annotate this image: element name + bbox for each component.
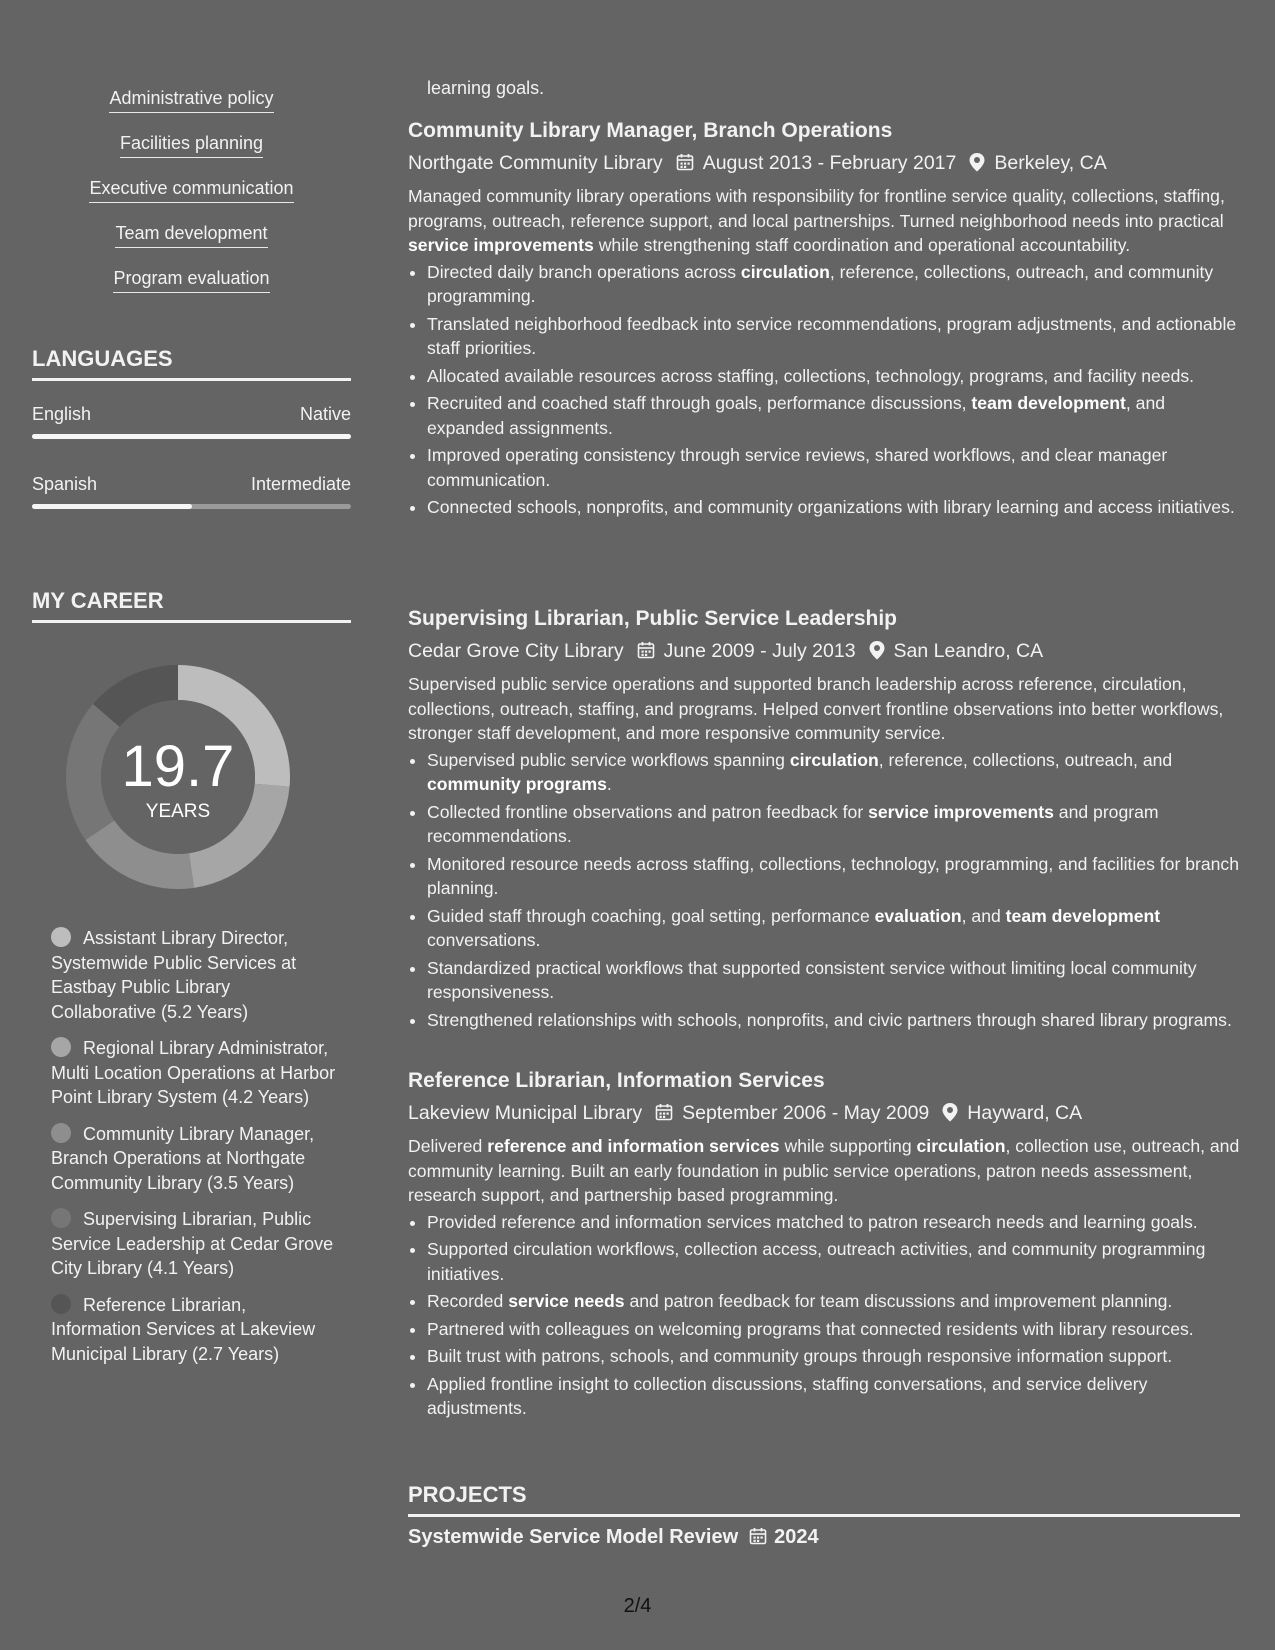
emphasis: circulation bbox=[740, 261, 830, 282]
emphasis: service improvements bbox=[408, 235, 594, 255]
job-location: Berkeley, CA bbox=[994, 152, 1107, 174]
language-row bbox=[32, 404, 351, 425]
bullet-item: • Directed daily branch operations across circulation, reference, collections, outreach, and community programming. bbox=[427, 260, 1240, 309]
skill-item bbox=[32, 131, 351, 176]
skills-list bbox=[32, 86, 351, 311]
emphasis: community programs bbox=[427, 774, 607, 794]
career-heading: MY CAREER bbox=[32, 588, 351, 623]
bullet-item: • Recorded service needs and patron feedback for team discussions and improvement planning. bbox=[427, 1289, 1240, 1314]
career-legend-item bbox=[51, 926, 336, 1024]
calendar-icon bbox=[675, 152, 695, 172]
language-level-fill bbox=[32, 434, 351, 439]
career-legend-label: Community Library Manager, Branch Operations at Northgate Community Library (3.5 Years) bbox=[51, 1123, 315, 1193]
legend-dot-icon bbox=[51, 927, 71, 947]
location-pin-icon bbox=[868, 640, 886, 660]
job-organization: Cedar Grove City Library bbox=[408, 640, 624, 662]
language-name: English bbox=[32, 404, 92, 424]
location-pin-icon bbox=[941, 1102, 959, 1122]
emphasis: circulation bbox=[916, 1136, 1006, 1156]
emphasis: circulation bbox=[789, 749, 879, 770]
job-entry bbox=[408, 117, 1240, 523]
emphasis: reference and information services bbox=[487, 1136, 780, 1156]
career-legend-item bbox=[51, 1207, 336, 1281]
job-title: Reference Librarian, Information Services bbox=[408, 1069, 825, 1092]
career-legend-item bbox=[51, 1122, 336, 1196]
emphasis: evaluation bbox=[874, 905, 962, 926]
career-legend-label: Supervising Librarian, Public Service Leadership at Cedar Grove City Library (4.1 Years) bbox=[51, 1209, 334, 1278]
language-level-bar bbox=[32, 504, 351, 509]
job-summary: Delivered reference and information services while supporting circulation, collection use, outreach, and community learning. Built an early foundation in public service operations, patron needs assessment, research support, and partnership based programming. bbox=[408, 1136, 1240, 1205]
emphasis: service needs bbox=[508, 1291, 625, 1311]
job-meta bbox=[408, 148, 1240, 178]
skill-tag: Facilities planning bbox=[120, 131, 263, 158]
calendar-icon bbox=[654, 1102, 674, 1122]
calendar-icon bbox=[636, 640, 656, 660]
career-legend-item bbox=[51, 1036, 336, 1110]
bullet-item: • Monitored resource needs across staffing, collections, technology, programming, and facilities for branch planning. bbox=[427, 852, 1240, 901]
bullet-item: • Improved operating consistency through service reviews, shared workflows, and clear manager communication. bbox=[427, 443, 1240, 492]
emphasis: team development bbox=[971, 393, 1126, 413]
career-legend-label: Assistant Library Director, Systemwide Public Services at Eastbay Public Library Collaborative (5.2 Years) bbox=[51, 928, 297, 1022]
job-location: San Leandro, CA bbox=[893, 640, 1044, 662]
job-title: Community Library Manager, Branch Operations bbox=[408, 119, 893, 142]
project-entry bbox=[408, 1526, 819, 1549]
career-legend-label: Reference Librarian, Information Services at Lakeview Municipal Library (2.7 Years) bbox=[51, 1294, 316, 1364]
calendar-icon bbox=[748, 1526, 768, 1546]
skill-item bbox=[32, 176, 351, 221]
job-bullets bbox=[408, 1210, 1240, 1421]
job-meta bbox=[408, 1098, 1240, 1128]
bullet-item: • Connected schools, nonprofits, and community organizations with library learning and access initiatives. bbox=[427, 495, 1240, 520]
skill-tag: Program evaluation bbox=[113, 266, 269, 293]
location-pin-icon bbox=[968, 152, 986, 172]
language-level: Native bbox=[299, 404, 351, 424]
job-dates: September 2006 - May 2009 bbox=[682, 1102, 930, 1124]
job-entry bbox=[408, 1067, 1240, 1424]
job-entry bbox=[408, 605, 1240, 1035]
job-organization: Northgate Community Library bbox=[408, 152, 663, 174]
job-summary: Managed community library operations with responsibility for frontline service quality, collections, staffing, programs, outreach, reference support, and local partnerships. Turned neighborhood needs into practical service improvements while strengthening staff coordination and operational accountability. bbox=[408, 186, 1225, 255]
project-name: Systemwide Service Model Review bbox=[408, 1526, 739, 1548]
language-level-bar bbox=[32, 434, 351, 439]
bullet-item: • Strengthened relationships with schools, nonprofits, and civic partners through shared library programs. bbox=[427, 1008, 1240, 1033]
bullet-item: • Provided reference and information services matched to patron research needs and learning goals. bbox=[427, 1210, 1240, 1235]
legend-dot-icon bbox=[51, 1294, 71, 1314]
language-level: Intermediate bbox=[250, 474, 351, 494]
job-meta bbox=[408, 636, 1240, 666]
career-total bbox=[66, 665, 290, 889]
legend-dot-icon bbox=[51, 1037, 71, 1057]
language-level-fill bbox=[32, 504, 192, 509]
job-dates: June 2009 - July 2013 bbox=[663, 640, 856, 662]
project-year: 2024 bbox=[774, 1526, 819, 1548]
bullet-item: • Recruited and coached staff through goals, performance discussions, team development, and expanded assignments. bbox=[427, 391, 1240, 440]
continued-text: learning goals. bbox=[427, 78, 545, 98]
language-row bbox=[32, 474, 351, 495]
language-name: Spanish bbox=[32, 474, 98, 494]
career-legend-item bbox=[51, 1293, 336, 1367]
job-bullets bbox=[408, 260, 1240, 520]
job-summary: Supervised public service operations and supported branch leadership across reference, circulation, collections, outreach, staffing, and programs. Helped convert frontline observations into better workflows, stronger staff development, and more responsive community service. bbox=[408, 674, 1224, 743]
bullet-item: • Translated neighborhood feedback into service recommendations, program adjustments, and actionable staff priorities. bbox=[427, 312, 1240, 361]
page-number: 2/4 bbox=[623, 1595, 652, 1617]
bullet-item: • Applied frontline insight to collection discussions, staffing conversations, and service delivery adjustments. bbox=[427, 1372, 1240, 1421]
skill-item bbox=[32, 266, 351, 311]
bullet-item: • Partnered with colleagues on welcoming programs that connected residents with library resources. bbox=[427, 1317, 1240, 1342]
job-bullets bbox=[408, 748, 1240, 1033]
career-donut-chart bbox=[66, 665, 290, 889]
bullet-item: • Supported circulation workflows, collection access, outreach activities, and community programming initiatives. bbox=[427, 1237, 1240, 1286]
career-legend-label: Regional Library Administrator, Multi Location Operations at Harbor Point Library System (4.2 Years) bbox=[51, 1038, 336, 1107]
bullet-item: • Standardized practical workflows that supported consistent service without limiting local community responsiveness. bbox=[427, 956, 1240, 1005]
legend-dot-icon bbox=[51, 1123, 71, 1143]
bullet-item: • Guided staff through coaching, goal setting, performance evaluation, and team development conversations. bbox=[427, 904, 1240, 953]
emphasis: team development bbox=[1005, 905, 1161, 926]
job-title: Supervising Librarian, Public Service Leadership bbox=[408, 607, 897, 630]
bullet-item: • Collected frontline observations and patron feedback for service improvements and program recommendations. bbox=[427, 800, 1240, 849]
skill-item bbox=[32, 86, 351, 131]
career-total-number: 19.7 bbox=[121, 734, 235, 799]
skill-tag: Administrative policy bbox=[109, 86, 273, 113]
job-organization: Lakeview Municipal Library bbox=[408, 1102, 643, 1124]
job-dates: August 2013 - February 2017 bbox=[702, 152, 957, 174]
career-legend bbox=[51, 926, 336, 1378]
career-total-unit: YEARS bbox=[145, 801, 211, 822]
bullet-item: • Supervised public service workflows spanning circulation, reference, collections, outreach, and community programs. bbox=[427, 748, 1240, 797]
bullet-item: • Built trust with patrons, schools, and community groups through responsive information support. bbox=[427, 1344, 1240, 1369]
skill-tag: Team development bbox=[115, 221, 267, 248]
skill-tag: Executive communication bbox=[89, 176, 293, 203]
legend-dot-icon bbox=[51, 1208, 71, 1228]
skill-item bbox=[32, 221, 351, 266]
languages-heading: LANGUAGES bbox=[32, 346, 351, 381]
job-location: Hayward, CA bbox=[967, 1102, 1083, 1124]
projects-heading: PROJECTS bbox=[408, 1482, 1240, 1517]
bullet-item: • Allocated available resources across staffing, collections, technology, programs, and facility needs. bbox=[427, 364, 1240, 389]
emphasis: service improvements bbox=[868, 801, 1054, 822]
